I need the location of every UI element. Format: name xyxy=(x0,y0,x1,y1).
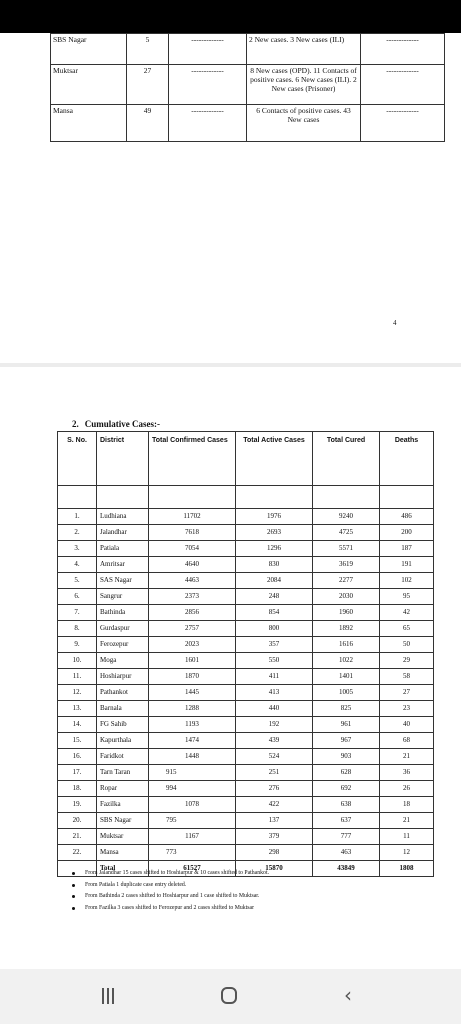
confirmed-cell: 2856 xyxy=(149,605,236,621)
district-cell: Fazilka xyxy=(97,797,149,813)
district-cases-table xyxy=(50,33,445,142)
district-cell: Mansa xyxy=(51,105,127,142)
district-cell: SAS Nagar xyxy=(97,573,149,589)
count-cell: 49 xyxy=(127,105,169,142)
table-row xyxy=(58,765,434,781)
active-cell: 298 xyxy=(236,845,313,861)
header-deaths: Deaths xyxy=(380,432,434,486)
table-row xyxy=(58,637,434,653)
confirmed-cell: 1474 xyxy=(149,733,236,749)
active-cell: 830 xyxy=(236,557,313,573)
table-row xyxy=(58,541,434,557)
cured-cell: 628 xyxy=(313,765,380,781)
table-row xyxy=(51,65,445,105)
footnote-item: From Fazilka 3 cases shifted to Ferozepur and 2 cases shifted to Muktsar xyxy=(72,903,269,915)
table-row xyxy=(58,573,434,589)
confirmed-cell: 2757 xyxy=(149,621,236,637)
confirmed-cell: 2373 xyxy=(149,589,236,605)
district-cell: Amritsar xyxy=(97,557,149,573)
footnote-item: From Jalandhar 15 cases shifted to Hoshiarpur & 10 cases shifted to Pathankot. xyxy=(72,868,269,880)
district-cell: Patiala xyxy=(97,541,149,557)
table-row xyxy=(58,813,434,829)
count-cell: 5 xyxy=(127,34,169,65)
detail-cell: 2 New cases. 3 New cases (ILI) xyxy=(247,34,361,65)
total-confirmed: 61527 xyxy=(149,861,236,877)
table-row xyxy=(58,621,434,637)
deaths-cell: 65 xyxy=(380,621,434,637)
table-row xyxy=(58,749,434,765)
sno-cell: 3. xyxy=(58,541,97,557)
district-cell: Ropar xyxy=(97,781,149,797)
detail-cell: 8 New cases (OPD). 11 Contacts of positive cases. 6 New cases (ILI). 2 New cases (Prisoner) xyxy=(247,65,361,105)
active-cell: 439 xyxy=(236,733,313,749)
navigation-bar xyxy=(0,969,461,1024)
table-row xyxy=(58,845,434,861)
district-cell: Muktsar xyxy=(97,829,149,845)
cured-cell: 1005 xyxy=(313,685,380,701)
active-cell: 137 xyxy=(236,813,313,829)
total-deaths: 1808 xyxy=(380,861,434,877)
cumulative-cases-table xyxy=(57,431,434,877)
cured-cell: 961 xyxy=(313,717,380,733)
active-cell: 800 xyxy=(236,621,313,637)
cured-cell: 9240 xyxy=(313,509,380,525)
deaths-cell: 95 xyxy=(380,589,434,605)
cured-cell: 463 xyxy=(313,845,380,861)
deaths-cell: 29 xyxy=(380,653,434,669)
sno-cell: 9. xyxy=(58,637,97,653)
page-number: 4 xyxy=(393,319,397,327)
district-cell: Ludhiana xyxy=(97,509,149,525)
cured-cell: 2277 xyxy=(313,573,380,589)
table-row xyxy=(58,829,434,845)
home-icon[interactable] xyxy=(221,987,237,1004)
dash-cell: ------------- xyxy=(361,34,445,65)
cured-cell: 1960 xyxy=(313,605,380,621)
active-cell: 276 xyxy=(236,781,313,797)
confirmed-cell: 7618 xyxy=(149,525,236,541)
empty-cell xyxy=(97,486,149,509)
sno-cell: 1. xyxy=(58,509,97,525)
section-title: Cumulative Cases:- xyxy=(84,419,160,429)
sno-cell: 15. xyxy=(58,733,97,749)
confirmed-cell: 994 xyxy=(149,781,236,797)
cured-cell: 3619 xyxy=(313,557,380,573)
table-row xyxy=(58,685,434,701)
table-row xyxy=(51,105,445,142)
sno-cell: 4. xyxy=(58,557,97,573)
cured-cell: 1616 xyxy=(313,637,380,653)
cured-cell: 4725 xyxy=(313,525,380,541)
deaths-cell: 68 xyxy=(380,733,434,749)
table-row xyxy=(58,717,434,733)
active-cell: 248 xyxy=(236,589,313,605)
table-row xyxy=(58,525,434,541)
sno-cell: 6. xyxy=(58,589,97,605)
confirmed-cell: 915 xyxy=(149,765,236,781)
deaths-cell: 102 xyxy=(380,573,434,589)
status-bar xyxy=(0,0,461,33)
district-cell: Bathinda xyxy=(97,605,149,621)
count-cell: 27 xyxy=(127,65,169,105)
section-number: 2. xyxy=(72,419,79,429)
cured-cell: 638 xyxy=(313,797,380,813)
sno-cell: 5. xyxy=(58,573,97,589)
active-cell: 357 xyxy=(236,637,313,653)
table-row xyxy=(58,669,434,685)
district-cell: FG Sahib xyxy=(97,717,149,733)
active-cell: 854 xyxy=(236,605,313,621)
sno-cell: 21. xyxy=(58,829,97,845)
district-cell: SBS Nagar xyxy=(97,813,149,829)
deaths-cell: 12 xyxy=(380,845,434,861)
cured-cell: 1022 xyxy=(313,653,380,669)
district-cell: Muktsar xyxy=(51,65,127,105)
active-cell: 524 xyxy=(236,749,313,765)
district-cell: Moga xyxy=(97,653,149,669)
confirmed-cell: 1167 xyxy=(149,829,236,845)
table-header-row xyxy=(58,432,434,486)
sno-cell: 18. xyxy=(58,781,97,797)
sno-cell: 12. xyxy=(58,685,97,701)
deaths-cell: 200 xyxy=(380,525,434,541)
active-cell: 413 xyxy=(236,685,313,701)
active-cell: 550 xyxy=(236,653,313,669)
cured-cell: 692 xyxy=(313,781,380,797)
confirmed-cell: 7054 xyxy=(149,541,236,557)
active-cell: 440 xyxy=(236,701,313,717)
deaths-cell: 191 xyxy=(380,557,434,573)
sno-cell: 8. xyxy=(58,621,97,637)
sno-cell: 20. xyxy=(58,813,97,829)
deaths-cell: 58 xyxy=(380,669,434,685)
table-spacer-row xyxy=(58,486,434,509)
confirmed-cell: 1193 xyxy=(149,717,236,733)
empty-cell xyxy=(236,486,313,509)
deaths-cell: 36 xyxy=(380,765,434,781)
sno-cell: 11. xyxy=(58,669,97,685)
district-cell: Kapurthala xyxy=(97,733,149,749)
sno-cell: 7. xyxy=(58,605,97,621)
active-cell: 411 xyxy=(236,669,313,685)
empty-cell xyxy=(380,486,434,509)
active-cell: 422 xyxy=(236,797,313,813)
district-cell: Pathankot xyxy=(97,685,149,701)
active-cell: 1296 xyxy=(236,541,313,557)
total-label: Total xyxy=(97,861,149,877)
district-cell: Faridkot xyxy=(97,749,149,765)
table-body xyxy=(58,486,434,877)
deaths-cell: 40 xyxy=(380,717,434,733)
table-row xyxy=(58,701,434,717)
deaths-cell: 18 xyxy=(380,797,434,813)
cured-cell: 2030 xyxy=(313,589,380,605)
cured-cell: 825 xyxy=(313,701,380,717)
table-row xyxy=(58,557,434,573)
sno-cell: 13. xyxy=(58,701,97,717)
confirmed-cell: 1078 xyxy=(149,797,236,813)
dash-cell: ------------- xyxy=(361,65,445,105)
active-cell: 2084 xyxy=(236,573,313,589)
table-row xyxy=(58,589,434,605)
district-cell: Ferozepur xyxy=(97,637,149,653)
cured-cell: 777 xyxy=(313,829,380,845)
footnotes-list xyxy=(72,868,269,914)
cured-cell: 903 xyxy=(313,749,380,765)
cured-cell: 1401 xyxy=(313,669,380,685)
deaths-cell: 486 xyxy=(380,509,434,525)
deaths-cell: 21 xyxy=(380,813,434,829)
total-cured: 43849 xyxy=(313,861,380,877)
header-district: District xyxy=(97,432,149,486)
cured-cell: 637 xyxy=(313,813,380,829)
deaths-cell: 11 xyxy=(380,829,434,845)
sno-cell: 19. xyxy=(58,797,97,813)
table-row xyxy=(51,34,445,65)
cured-cell: 967 xyxy=(313,733,380,749)
deaths-cell: 27 xyxy=(380,685,434,701)
table-row xyxy=(58,781,434,797)
deaths-cell: 187 xyxy=(380,541,434,557)
active-cell: 251 xyxy=(236,765,313,781)
confirmed-cell: 795 xyxy=(149,813,236,829)
recents-icon[interactable] xyxy=(102,988,117,1009)
back-icon[interactable]: ‹ xyxy=(344,983,352,1007)
empty-cell xyxy=(313,486,380,509)
deaths-cell: 42 xyxy=(380,605,434,621)
active-cell: 192 xyxy=(236,717,313,733)
sno-cell: 14. xyxy=(58,717,97,733)
table-row xyxy=(58,797,434,813)
empty-cell xyxy=(58,486,97,509)
district-cell: Tarn Taran xyxy=(97,765,149,781)
confirmed-cell: 2023 xyxy=(149,637,236,653)
sno-cell: 10. xyxy=(58,653,97,669)
sno-cell: 17. xyxy=(58,765,97,781)
cured-cell: 5571 xyxy=(313,541,380,557)
cured-cell: 1892 xyxy=(313,621,380,637)
sno-cell: 2. xyxy=(58,525,97,541)
confirmed-cell: 1448 xyxy=(149,749,236,765)
document-page-4 xyxy=(0,367,461,969)
active-cell: 379 xyxy=(236,829,313,845)
district-cell: Gurdaspur xyxy=(97,621,149,637)
table-row xyxy=(58,509,434,525)
active-cell: 1976 xyxy=(236,509,313,525)
table-row xyxy=(58,653,434,669)
confirmed-cell: 4640 xyxy=(149,557,236,573)
confirmed-cell: 1445 xyxy=(149,685,236,701)
footnote-item: From Patiala 1 duplicate case entry deleted. xyxy=(72,880,269,892)
footnote-item: From Bathinda 2 cases shifted to Hoshiarpur and 1 case shifted to Muktsar. xyxy=(72,891,269,903)
district-cell: SBS Nagar xyxy=(51,34,127,65)
sno-cell: 16. xyxy=(58,749,97,765)
dash-cell: ------------- xyxy=(361,105,445,142)
deaths-cell: 50 xyxy=(380,637,434,653)
district-cell: Mansa xyxy=(97,845,149,861)
district-cell: Jalandhar xyxy=(97,525,149,541)
confirmed-cell: 773 xyxy=(149,845,236,861)
table-row xyxy=(58,733,434,749)
header-active: Total Active Cases xyxy=(236,432,313,486)
total-active: 15870 xyxy=(236,861,313,877)
confirmed-cell: 11702 xyxy=(149,509,236,525)
header-cured: Total Cured xyxy=(313,432,380,486)
blank-cell: ------------- xyxy=(169,105,247,142)
table-row xyxy=(58,605,434,621)
header-confirmed: Total Confirmed Cases xyxy=(149,432,236,486)
district-cell: Sangrur xyxy=(97,589,149,605)
empty-cell xyxy=(149,486,236,509)
section-heading xyxy=(72,419,160,429)
sno-cell: 22. xyxy=(58,845,97,861)
document-page-3 xyxy=(0,33,461,363)
deaths-cell: 21 xyxy=(380,749,434,765)
deaths-cell: 26 xyxy=(380,781,434,797)
confirmed-cell: 1601 xyxy=(149,653,236,669)
detail-cell: 6 Contacts of positive cases. 43 New cases xyxy=(247,105,361,142)
deaths-cell: 23 xyxy=(380,701,434,717)
confirmed-cell: 1288 xyxy=(149,701,236,717)
header-sno: S. No. xyxy=(58,432,97,486)
confirmed-cell: 4463 xyxy=(149,573,236,589)
active-cell: 2693 xyxy=(236,525,313,541)
district-cell: Barnala xyxy=(97,701,149,717)
confirmed-cell: 1870 xyxy=(149,669,236,685)
district-cell: Hoshiarpur xyxy=(97,669,149,685)
blank-cell: ------------- xyxy=(169,65,247,105)
blank-cell: ------------- xyxy=(169,34,247,65)
